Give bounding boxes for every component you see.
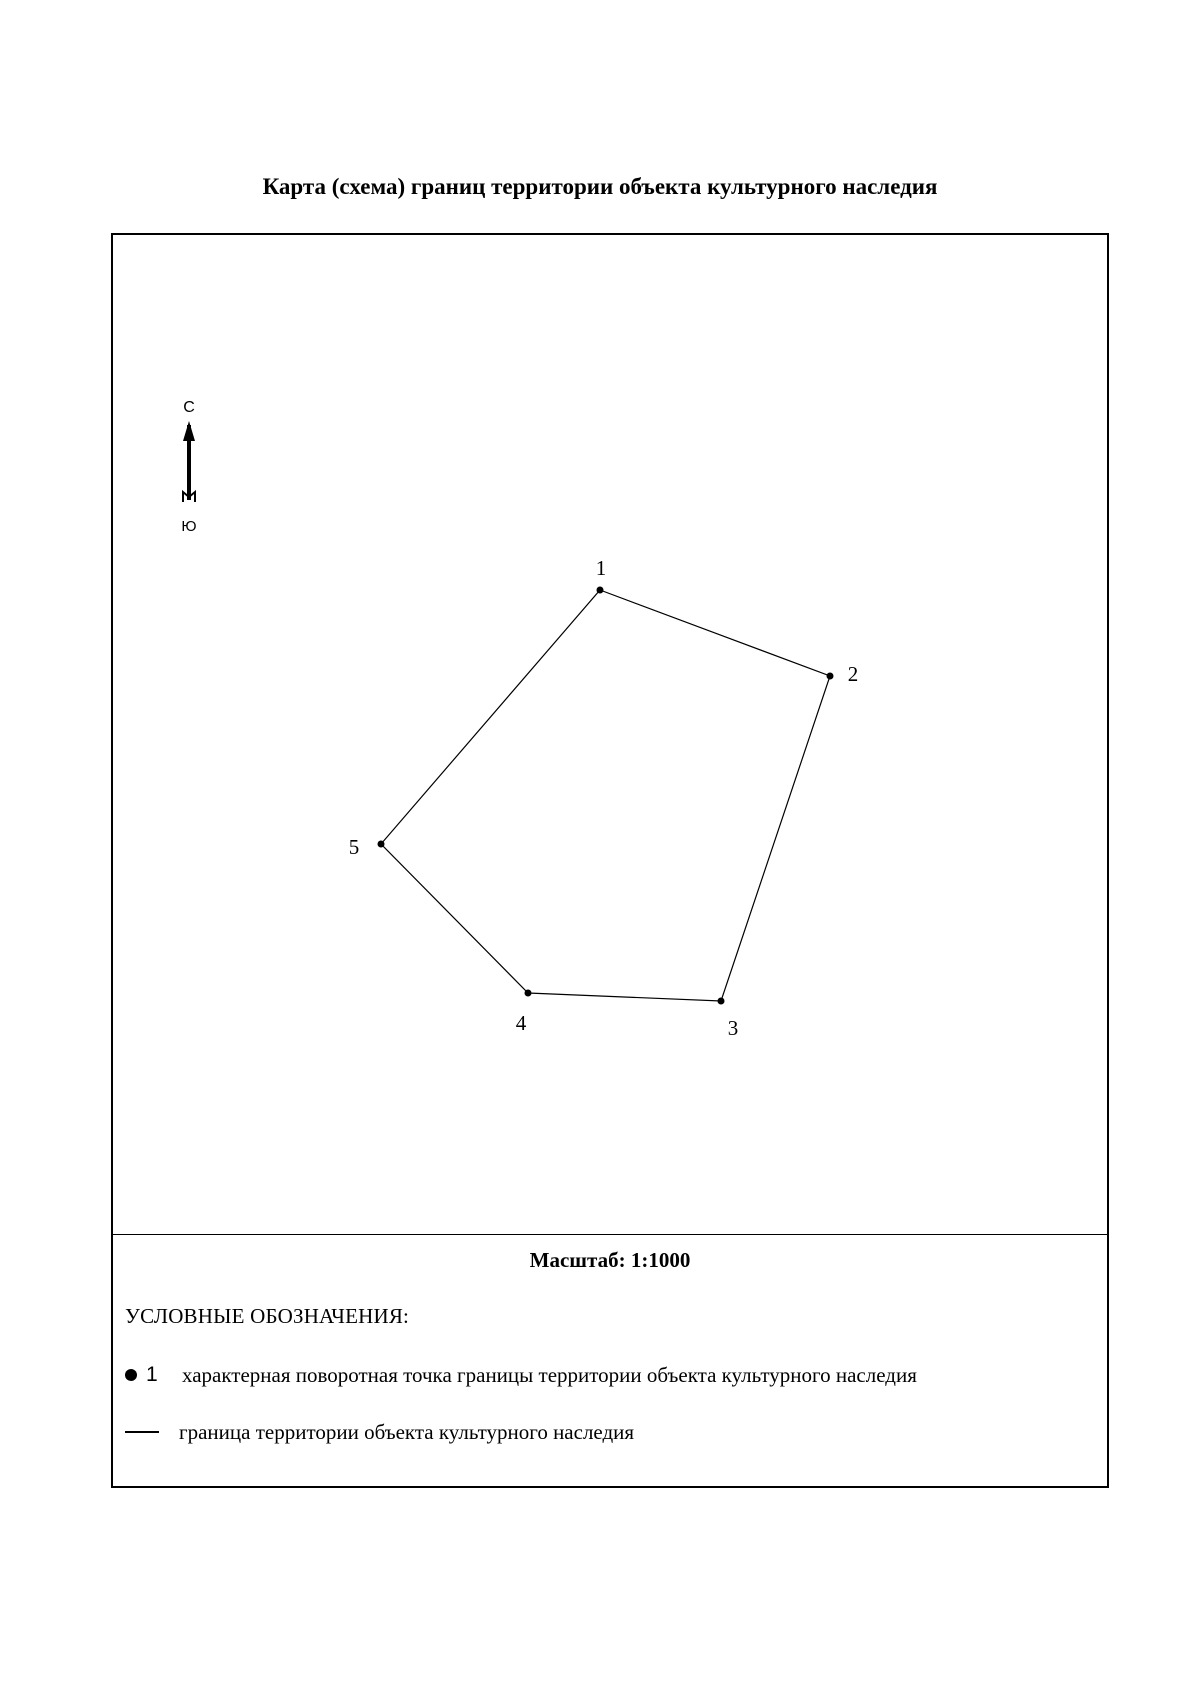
legend-panel	[113, 1234, 1107, 1486]
legend-line-symbol	[125, 1431, 159, 1433]
boundary-point-label: 5	[348, 835, 360, 859]
boundary-point-2	[827, 662, 859, 686]
map-canvas	[113, 235, 1107, 1234]
legend-point-description: характерная поворотная точка границы территории объекта культурного наследия	[182, 1363, 917, 1387]
compass-south-label: Ю	[181, 518, 197, 535]
legend-item-line	[125, 1419, 634, 1445]
map-frame	[111, 233, 1109, 1488]
compass-arrowhead	[183, 421, 195, 441]
boundary-point-marker	[827, 673, 834, 680]
territory-boundary-line	[381, 590, 830, 1001]
page-title: Карта (схема) границ территории объекта культурного наследия	[262, 174, 938, 199]
legend-item-point	[125, 1362, 917, 1388]
boundary-point-label: 2	[847, 662, 859, 686]
boundary-point-label: 3	[727, 1016, 739, 1040]
boundary-point-marker	[378, 841, 385, 848]
boundary-point-1	[596, 556, 607, 594]
north-arrow	[181, 399, 196, 535]
legend-point-number: 1	[146, 1363, 158, 1386]
map-area	[113, 235, 1107, 1234]
boundary-point-3	[718, 998, 739, 1041]
legend-line-description: граница территории объекта культурного наследия	[179, 1420, 635, 1444]
boundary-point-5	[349, 835, 385, 859]
boundary-point-label: 1	[595, 556, 607, 580]
map-scale: Масштаб: 1:1000	[529, 1248, 691, 1272]
boundary-point-4	[516, 990, 532, 1036]
boundary-point-label: 4	[515, 1011, 527, 1035]
boundary-point-marker	[718, 998, 725, 1005]
legend-point-symbol	[125, 1369, 137, 1381]
legend-heading: УСЛОВНЫЕ ОБОЗНАЧЕНИЯ:	[125, 1304, 410, 1328]
compass-north-label: С	[183, 399, 195, 416]
boundary-point-marker	[525, 990, 532, 997]
boundary-point-marker	[597, 587, 604, 594]
